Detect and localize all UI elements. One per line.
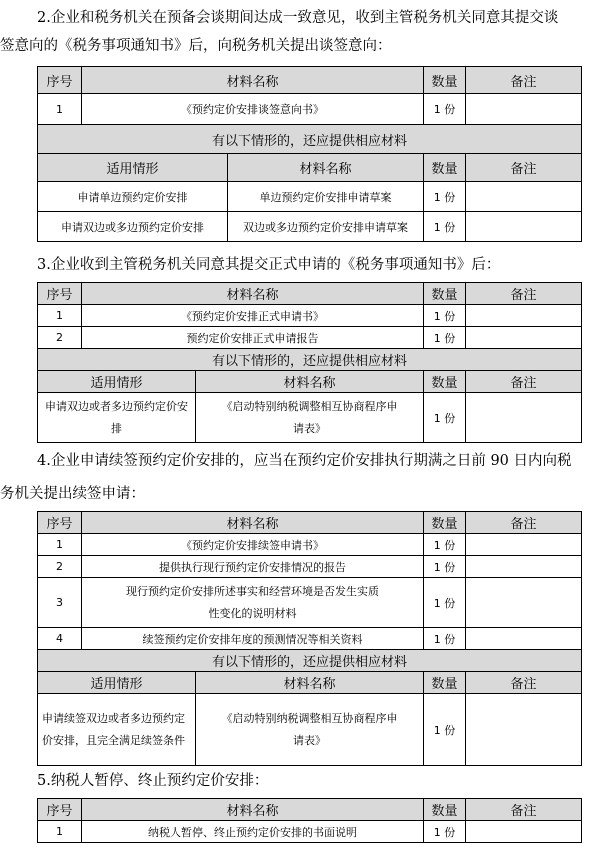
- row-note: [466, 534, 582, 556]
- header-qty: 数量: [424, 154, 466, 182]
- header-note: 备注: [466, 512, 582, 534]
- row-note: [466, 694, 582, 766]
- row-name: 续签预约定价安排年度的预测情况等相关资料: [82, 628, 424, 650]
- row-note: [466, 327, 582, 349]
- header-qty: 数量: [424, 67, 466, 94]
- paragraph-4-line-2: 务机关提出续签申请：: [0, 486, 145, 502]
- row-name: 《预约定价安排续签申请书》: [82, 534, 424, 556]
- header-name: 材料名称: [82, 512, 424, 534]
- extra-materials-header: 有以下情形的，还应提供相应材料: [38, 349, 582, 371]
- extra-materials-header: 有以下情形的，还应提供相应材料: [38, 650, 582, 672]
- row-name: 《预约定价安排正式申请书》: [82, 305, 424, 327]
- table-row: [38, 305, 582, 327]
- row-note: [466, 821, 582, 843]
- header-qty: 数量: [424, 672, 466, 694]
- table-row: [38, 821, 582, 843]
- table-row: [38, 327, 582, 349]
- row-note: [466, 94, 582, 125]
- row-qty: 1 份: [424, 556, 466, 578]
- header-cond: 适用情形: [38, 371, 196, 393]
- paragraph-2: [0, 8, 612, 56]
- table-1: [37, 66, 582, 242]
- row-name: 《预约定价安排谈签意向书》: [82, 94, 424, 125]
- row-seq: 1: [38, 534, 82, 556]
- row-note: [466, 305, 582, 327]
- row-seq: 2: [38, 556, 82, 578]
- row-qty: 1 份: [424, 694, 466, 766]
- table-2: [37, 282, 582, 443]
- row-qty: 1 份: [424, 534, 466, 556]
- header-note: 备注: [466, 371, 582, 393]
- row-qty: 1 份: [424, 393, 466, 443]
- table-3: [37, 511, 582, 766]
- header-seq: 序号: [38, 799, 82, 821]
- table-row: [38, 628, 582, 650]
- paragraph-2-line-1: 2.企业和税务机关在预备会谈期间达成一致意见，收到主管税务机关同意其提交谈: [37, 10, 559, 26]
- row-qty: 1 份: [424, 628, 466, 650]
- row-name: 双边或多边预约定价安排申请草案: [228, 212, 424, 242]
- row-seq: 1: [38, 821, 82, 843]
- paragraph-5: 5.纳税人暂停、终止预约定价安排：: [37, 773, 269, 789]
- row-seq: 4: [38, 628, 82, 650]
- paragraph-3: 3.企业收到主管税务机关同意其提交正式申请的《税务事项通知书》后：: [37, 257, 501, 273]
- header-name: 材料名称: [82, 283, 424, 305]
- header-seq: 序号: [38, 67, 82, 94]
- header-qty: 数量: [424, 371, 466, 393]
- row-name: 提供执行现行预约定价安排情况的报告: [82, 556, 424, 578]
- row-note: [466, 578, 582, 628]
- row-note: [466, 556, 582, 578]
- row-name: 《启动特别纳税调整相互协商程序申请表》: [196, 393, 424, 443]
- row-seq: 1: [38, 94, 82, 125]
- row-qty: 1 份: [424, 94, 466, 125]
- row-note: [466, 393, 582, 443]
- row-name: 单边预约定价安排申请草案: [228, 182, 424, 212]
- row-cond: 申请续签双边或者多边预约定价安排，且完全满足续签条件: [38, 694, 196, 766]
- header-qty: 数量: [424, 283, 466, 305]
- table-row: [38, 182, 582, 212]
- row-qty: 1 份: [424, 821, 466, 843]
- row-name: 预约定价安排正式申请报告: [82, 327, 424, 349]
- header-note: 备注: [466, 672, 582, 694]
- row-seq: 1: [38, 305, 82, 327]
- row-cond: 申请单边预约定价安排: [38, 182, 228, 212]
- table-row: [38, 393, 582, 443]
- header-name: 材料名称: [228, 154, 424, 182]
- row-note: [466, 212, 582, 242]
- row-seq: 2: [38, 327, 82, 349]
- row-cond: 申请双边或多边预约定价安排: [38, 212, 228, 242]
- row-qty: 1 份: [424, 578, 466, 628]
- header-note: 备注: [466, 283, 582, 305]
- table-row: [38, 534, 582, 556]
- table-4: [37, 798, 582, 843]
- paragraph-2-line-2: 签意向的《税务事项通知书》后，向税务机关提出谈签意向：: [0, 38, 392, 54]
- row-qty: 1 份: [424, 212, 466, 242]
- paragraph-4: [0, 451, 612, 504]
- header-note: 备注: [466, 154, 582, 182]
- row-name: 《启动特别纳税调整相互协商程序申请表》: [196, 694, 424, 766]
- header-qty: 数量: [424, 512, 466, 534]
- row-cond: 申请双边或者多边预约定价安排: [38, 393, 196, 443]
- header-note: 备注: [466, 799, 582, 821]
- table-row: [38, 212, 582, 242]
- header-cond: 适用情形: [38, 672, 196, 694]
- header-name: 材料名称: [82, 799, 424, 821]
- row-note: [466, 628, 582, 650]
- header-cond: 适用情形: [38, 154, 228, 182]
- header-name: 材料名称: [82, 67, 424, 94]
- extra-materials-header: 有以下情形的，还应提供相应材料: [38, 125, 582, 154]
- row-name: 纳税人暂停、终止预约定价安排的书面说明: [82, 821, 424, 843]
- table-row: [38, 578, 582, 628]
- header-qty: 数量: [424, 799, 466, 821]
- paragraph-4-line-1: 4.企业申请续签预约定价安排的，应当在预约定价安排执行期满之日前 90 日内向税: [37, 453, 572, 469]
- row-qty: 1 份: [424, 327, 466, 349]
- header-note: 备注: [466, 67, 582, 94]
- table-row: [38, 94, 582, 125]
- header-name: 材料名称: [196, 672, 424, 694]
- table-row: [38, 694, 582, 766]
- row-name: 现行预约定价安排所述事实和经营环境是否发生实质性变化的说明材料: [82, 578, 424, 628]
- header-seq: 序号: [38, 512, 82, 534]
- row-qty: 1 份: [424, 182, 466, 212]
- table-row: [38, 556, 582, 578]
- row-qty: 1 份: [424, 305, 466, 327]
- header-seq: 序号: [38, 283, 82, 305]
- header-name: 材料名称: [196, 371, 424, 393]
- row-seq: 3: [38, 578, 82, 628]
- row-note: [466, 182, 582, 212]
